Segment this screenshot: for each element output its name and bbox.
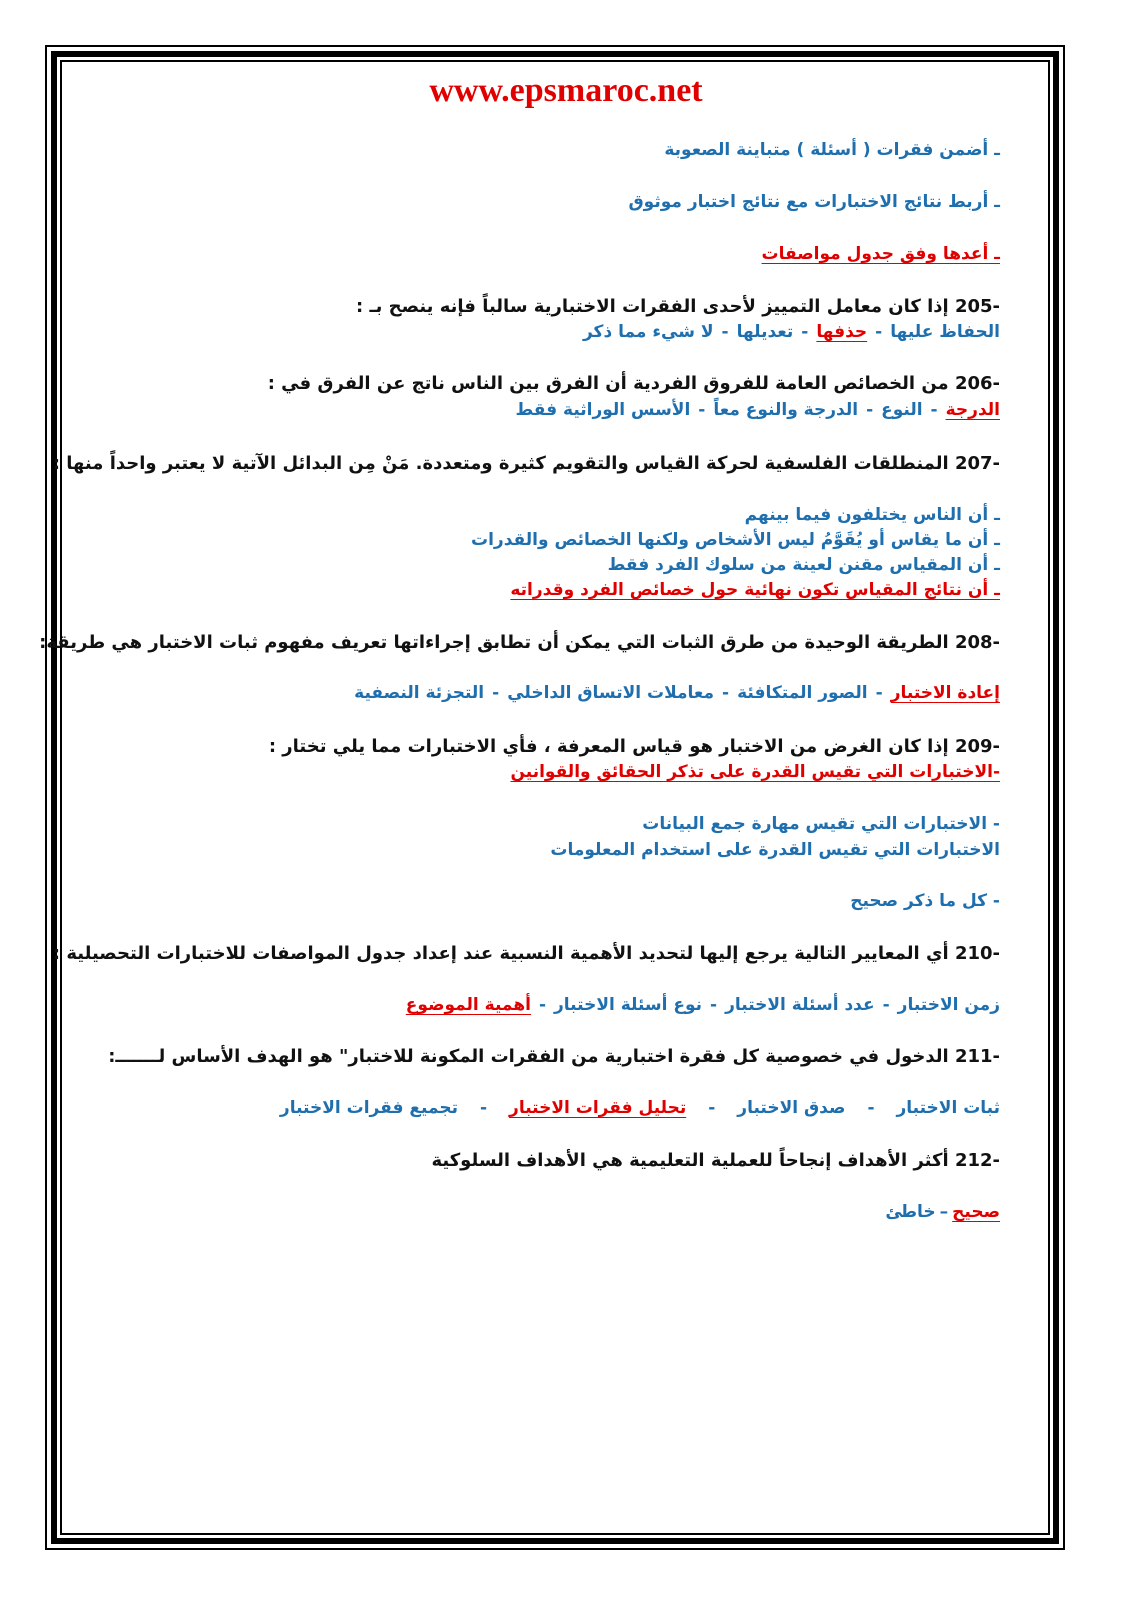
option: الدرجة والنوع معاً — [713, 400, 859, 420]
question-number: 208- — [954, 632, 1000, 653]
option: تجميع فقرات الاختبار — [279, 1098, 458, 1118]
intro-option: ـ أضمن فقرات ( أسئلة ) متباينة الصعوبة — [664, 140, 1000, 160]
option: تعديلها — [736, 322, 794, 342]
question-number: 211- — [954, 1046, 1000, 1067]
question-209 — [269, 736, 1000, 757]
question-number: 207- — [954, 453, 1000, 474]
intro-option-correct: ـ أعدها وفق جدول مواصفات — [761, 244, 1000, 264]
question-number: 210- — [954, 943, 1000, 964]
option-correct: تحليل فقرات الاختبار — [509, 1098, 687, 1118]
question-211-options: ثبات الاختبار-صدق الاختبار-تحليل فقرات الاختبار-تجميع فقرات الاختبار — [279, 1098, 1000, 1118]
option-correct: الدرجة — [945, 400, 1000, 420]
question-text: الدخول في خصوصية كل فقرة اختبارية من الفقرات المكونة للاختبار" هو الهدف الأساس لـــــــ: — [108, 1046, 949, 1067]
option: - الاختبارات التي تقيس مهارة جمع البيانات — [642, 814, 1000, 834]
question-206 — [268, 373, 1000, 394]
question-text: إذا كان الغرض من الاختبار هو قياس المعرفة ، فأي الاختبارات مما يلي تختار : — [268, 736, 949, 757]
question-number: 212- — [954, 1150, 1000, 1171]
question-211 — [108, 1046, 1000, 1067]
question-text: من الخصائص العامة للفروق الفردية أن الفرق بين الناس ناتج عن الفرق في : — [267, 373, 949, 394]
option-correct: صحيح — [952, 1202, 1000, 1222]
question-207 — [53, 453, 1000, 474]
question-210-options: زمن الاختبار-عدد أسئلة الاختبار-نوع أسئلة الاختبار-أهمية الموضوع — [405, 995, 1000, 1015]
option: نوع أسئلة الاختبار — [554, 995, 703, 1015]
option-correct: إعادة الاختبار — [890, 683, 1000, 703]
option: ثبات الاختبار — [896, 1098, 1000, 1118]
page-border-inner — [60, 60, 1050, 1535]
question-text: الطريقة الوحيدة من طرق الثبات التي يمكن أن تطابق إجراءاتها تعريف مفهوم ثبات الاختبار هي طريقة: — [39, 632, 949, 653]
option: ـ أن الناس يختلفون فيما بينهم — [744, 505, 1000, 525]
option: التجزئة النصفية — [354, 683, 485, 703]
question-210 — [53, 943, 1000, 964]
option-correct: -الاختبارات التي تقيس القدرة على تذكر الحقائق والقوانين — [510, 762, 1000, 782]
option: الصور المتكافئة — [737, 683, 868, 703]
option-correct: ـ أن نتائج المقياس تكون نهائية حول خصائص الفرد وقدراته — [510, 580, 1000, 600]
option: زمن الاختبار — [897, 995, 1000, 1015]
intro-option: ـ أربط نتائج الاختبارات مع نتائج اختبار موثوق — [628, 192, 1000, 212]
question-205 — [356, 296, 1000, 317]
question-208 — [39, 632, 1000, 653]
option: ـ أن المقياس مقنن لعينة من سلوك الفرد فقط — [607, 555, 1000, 575]
option: ـ أن ما يقاس أو يُقَوَّمُ ليس الأشخاص ولكنها الخصائص والقدرات — [471, 530, 1000, 550]
question-text: إذا كان معامل التمييز لأحدى الفقرات الاختبارية سالباً فإنه ينصح بـ : — [355, 296, 949, 317]
site-url-header: www.epsmaroc.net — [429, 72, 703, 109]
question-205-options: الحفاظ عليها-حذفها-تعديلها-لا شيء مما ذكر — [582, 322, 1000, 342]
option: عدد أسئلة الاختبار — [725, 995, 875, 1015]
question-206-options: الدرجة-النوع-الدرجة والنوع معاً-الأسس الوراثية فقط — [515, 400, 1000, 420]
option: خاطئ — [885, 1202, 936, 1222]
option-correct: حذفها — [816, 322, 868, 342]
option: الأسس الوراثية فقط — [515, 400, 691, 420]
option: لا شيء مما ذكر — [582, 322, 714, 342]
question-number: 209- — [954, 736, 1000, 757]
question-number: 205- — [954, 296, 1000, 317]
question-208-options: إعادة الاختبار-الصور المتكافئة-معاملات الاتساق الداخلي-التجزئة النصفية — [354, 683, 1000, 703]
option: صدق الاختبار — [737, 1098, 846, 1118]
option: معاملات الاتساق الداخلي — [507, 683, 715, 703]
question-text: أي المعايير التالية يرجع إليها لتحديد الأهمية النسبية عند إعداد جدول المواصفات للاختبارات التحصيلية : — [52, 943, 949, 964]
option: النوع — [881, 400, 923, 420]
question-212 — [431, 1150, 1000, 1171]
option: الحفاظ عليها — [890, 322, 1000, 342]
question-212-options: صحيح–خاطئ — [885, 1202, 1000, 1222]
question-number: 206- — [954, 373, 1000, 394]
option: - كل ما ذكر صحيح — [850, 891, 1000, 911]
question-text: أكثر الأهداف إنجاحاً للعملية التعليمية هي الأهداف السلوكية — [431, 1150, 949, 1171]
question-text: المنطلقات الفلسفية لحركة القياس والتقويم كثيرة ومتعددة. مَنْ مِن البدائل الآتية لا يعتبر واحداً منها : — [52, 453, 949, 474]
option-correct: أهمية الموضوع — [405, 995, 531, 1015]
option: الاختبارات التي تقيس القدرة على استخدام المعلومات — [550, 840, 1000, 860]
